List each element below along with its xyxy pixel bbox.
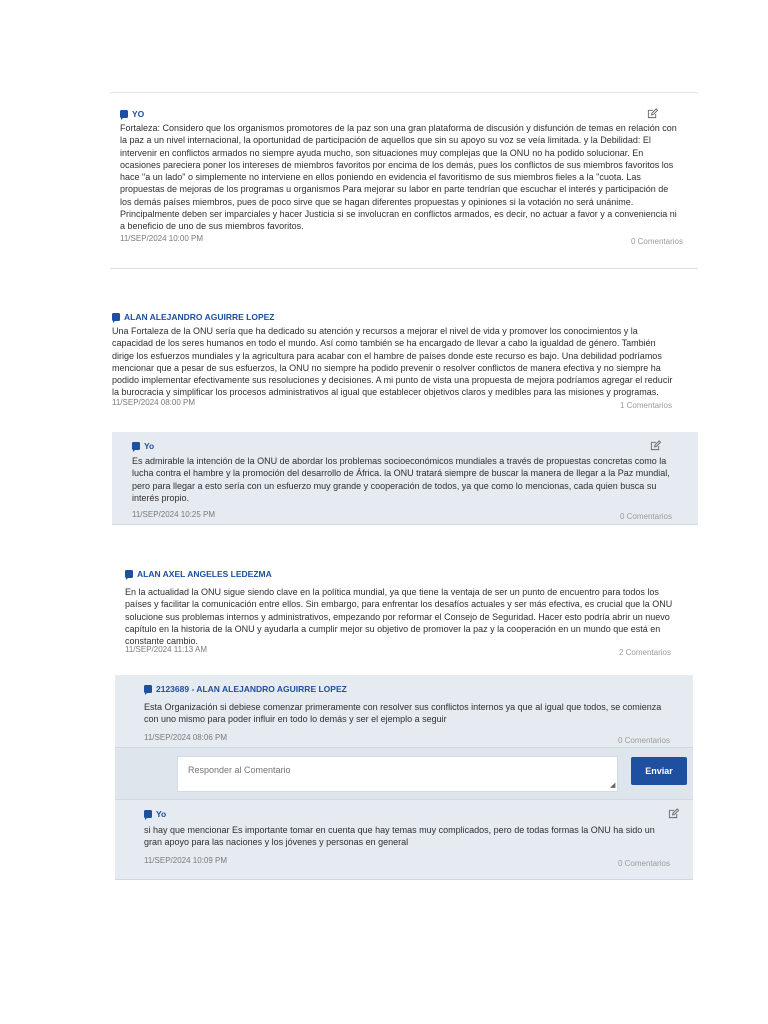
comment-bubble-icon (144, 810, 152, 818)
author-name[interactable]: ALAN ALEJANDRO AGUIRRE LOPEZ (124, 312, 275, 322)
author-name[interactable]: Yo (156, 809, 167, 819)
edit-icon[interactable] (650, 440, 661, 451)
send-button[interactable]: Enviar (631, 757, 687, 785)
post-date: 11/SEP/2024 10:00 PM (120, 233, 204, 243)
reply-meta (144, 855, 670, 869)
reply-card (115, 675, 693, 748)
author-name[interactable]: YO (132, 109, 145, 119)
reply-text: Esta Organización si debiese comenzar primeramente con resolver sus conflictos internos ya que al igual que todos, se comienza con uno mismo para poder influir en todo lo demás y ser el ejemplo a seguir (144, 702, 662, 725)
reply-date: 11/SEP/2024 10:25 PM (132, 510, 216, 519)
comment-bubble-icon (132, 442, 140, 450)
comments-count[interactable]: 1 Comentarios (619, 400, 672, 410)
reply-form (115, 748, 693, 800)
resize-handle-icon[interactable]: ◢ (610, 782, 616, 789)
post-text: Fortaleza: Considero que los organismos promotores de la paz son una gran plataforma de discusión y disfunción de temas en relación con la paz a un nivel internacional, la oportunidad de participación de aquellos que sin su apoyo su voz se veía limitada. y la Debilidad: El intervenir en conflictos armados no siempre ayuda mucho, son situaciones muy complejas que la ONU no ha podido solucionar. En ocasiones pareciera poner los intereses de miembros favoritos por encima de los demás, pues los conflictos de sus miembros favoritos los hace "a un lado" o simplemente no interviene en ellos poniendo en evidencia el favoritismo de sus miembros fieles a la "cuota. Las propuestas de mejoras de los programas u organismos Para mejorar su labor en parte tendrían que escuchar el interés y participación de los demás países miembros, pues de poco sirve que se hagan diferentes propuestas y opiniones si la votación no será unánime. Principalmente deben ser imparciales y hacer Justicia si se involucran en conflictos armados, es decir, no actuar a favor y a conveniencia ni a beneficio de uno de sus miembros favoritos. (120, 123, 677, 232)
reply-text: Es admirable la intención de la ONU de abordar los problemas socioeconómicos mundiales a través de propuestas concretas como la lucha contra el hambre y la promoción del desarrollo de África. la ONU tratará siempre de buscar la manera de llegar a la Paz mundial, pero para llegar a esto sería con un esfuerzo muy grande y cooperación de todos, ya que como lo mencionas, cada quien busca su interés propio. (132, 456, 670, 503)
edit-icon[interactable] (668, 808, 679, 819)
comments-count[interactable]: 0 Comentarios (617, 736, 670, 745)
post-meta (112, 397, 672, 411)
comment-bubble-icon (120, 110, 128, 118)
comments-count[interactable]: 2 Comentarios (618, 648, 671, 658)
post-author (125, 568, 698, 580)
reply-date: 11/SEP/2024 08:06 PM (144, 733, 228, 742)
reply-meta (132, 509, 672, 522)
post-text: Una Fortaleza de la ONU sería que ha dedicado su atención y recursos a mejorar el nivel de vida y promover los conocimientos y la capacidad de los seres humanos en todo el mundo. Así como también se ha encargado de llevar a cabo la igualdad de género. También dirige los esfuerzos mundiales y la agricultura para acabar con el hambre de países donde este recurso es bajo. Una debilidad podríamos mencionar que a pesar de sus esfuerzos, la ONU no siempre ha podido prevenir o resolver conflictos de manera efectiva y no siempre ha podido implementar efectivamente sus resoluciones y decisiones. A mi punto de vista una propuesta de mejora podríamos agregar el reducir la burocracia y simplificar los procesos administrativos al igual que establecer objetivos claros y medibles para las misiones y programas. (112, 326, 673, 398)
top-divider (110, 92, 698, 93)
author-name[interactable]: ALAN AXEL ANGELES LEDEZMA (137, 569, 272, 579)
reply-date: 11/SEP/2024 10:09 PM (144, 856, 228, 865)
post-author (120, 108, 698, 120)
post-meta (125, 644, 671, 658)
reply-author (144, 683, 347, 695)
post-date: 11/SEP/2024 08:00 PM (112, 397, 196, 407)
post-meta (120, 233, 683, 247)
reply-card (112, 432, 698, 525)
post (112, 311, 698, 411)
reply-input[interactable] (177, 756, 618, 792)
comment-bubble-icon (112, 313, 120, 321)
comment-bubble-icon (125, 570, 133, 578)
reply-meta (144, 732, 670, 746)
post-divider (110, 268, 698, 269)
comments-count[interactable]: 0 Comentarios (630, 236, 683, 246)
comments-count[interactable]: 0 Comentarios (619, 512, 672, 521)
author-name[interactable]: Yo (144, 441, 155, 451)
reply-author (144, 808, 166, 820)
reply-card (115, 800, 693, 880)
author-name[interactable]: 2123689 - ALAN ALEJANDRO AGUIRRE LOPEZ (156, 684, 347, 694)
comment-bubble-icon (144, 685, 152, 693)
post (125, 568, 698, 658)
comments-count[interactable]: 0 Comentarios (617, 859, 670, 868)
post-text: En la actualidad la ONU sigue siendo clave en la política mundial, ya que tiene la ventaja de ser un punto de encuentro para todos los países y facilitar la comunicación entre ellos. Sin embargo, para enfrentar los desafíos actuales y ser más efectiva, es crucial que la ONU solucione sus problemas internos y administrativos, empezando por reformar el Consejo de Seguridad. Hacer esto podría abrir un nuevo capítulo en la historia de la ONU y ayudarla a cumplir mejor su objetivo de promover la paz y la cooperación en un mundo que está en constante cambio. (125, 587, 673, 647)
post (110, 98, 698, 247)
post-date: 11/SEP/2024 11:13 AM (125, 645, 207, 655)
post-author (112, 311, 698, 323)
reply-text: si hay que mencionar Es importante tomar en cuenta que hay temas muy complicados, pero de todas formas la ONU ha sido un gran apoyo para las naciones y los jóvenes y personas en general (144, 825, 655, 848)
edit-icon[interactable] (647, 108, 658, 119)
reply-author (132, 440, 154, 452)
